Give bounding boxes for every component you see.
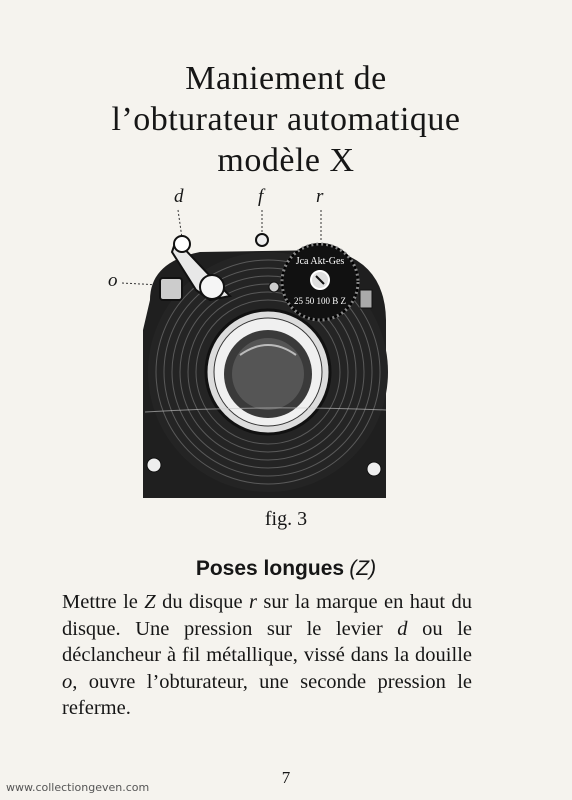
section-heading-text: Poses longues <box>195 557 345 580</box>
dial-brand-text: Jca Akt-Ges <box>295 256 345 267</box>
callout-f: f <box>258 186 264 207</box>
watermark-text: www.collectiongeven.com <box>6 781 150 794</box>
body-text-4: ou le déclancheur à fil métallique, vissé dans la douille <box>62 617 472 666</box>
body-ref-o: o <box>62 670 73 693</box>
page-number: 7 <box>281 768 291 787</box>
page-title <box>0 58 572 181</box>
body-ref-d: d <box>397 617 408 640</box>
section-heading-code: (Z) <box>349 557 377 580</box>
callout-d: d <box>174 186 184 207</box>
body-text-2: du disque <box>155 591 249 613</box>
body-text-1: Mettre le <box>62 591 145 613</box>
title-line-2: l’obturateur automatique <box>111 101 461 138</box>
body-paragraph <box>62 589 472 722</box>
body-ref-z: Z <box>144 591 156 613</box>
body-ref-r: r <box>249 591 257 613</box>
title-line-3: modèle X <box>217 142 355 179</box>
callout-r: r <box>316 186 324 207</box>
body-text-5: , ouvre l’obturateur, une seconde pression le referme. <box>62 670 472 719</box>
shutter-illustration <box>100 180 400 510</box>
figure-caption: fig. 3 <box>264 508 308 530</box>
title-line-1: Maniement de <box>185 60 387 97</box>
dial-speeds-text: 25 50 100 B Z <box>293 296 347 306</box>
callout-o: o <box>108 270 118 291</box>
body-text-3: sur la marque en haut du disque. Une pression sur le levier <box>62 591 472 640</box>
section-heading <box>0 556 572 581</box>
